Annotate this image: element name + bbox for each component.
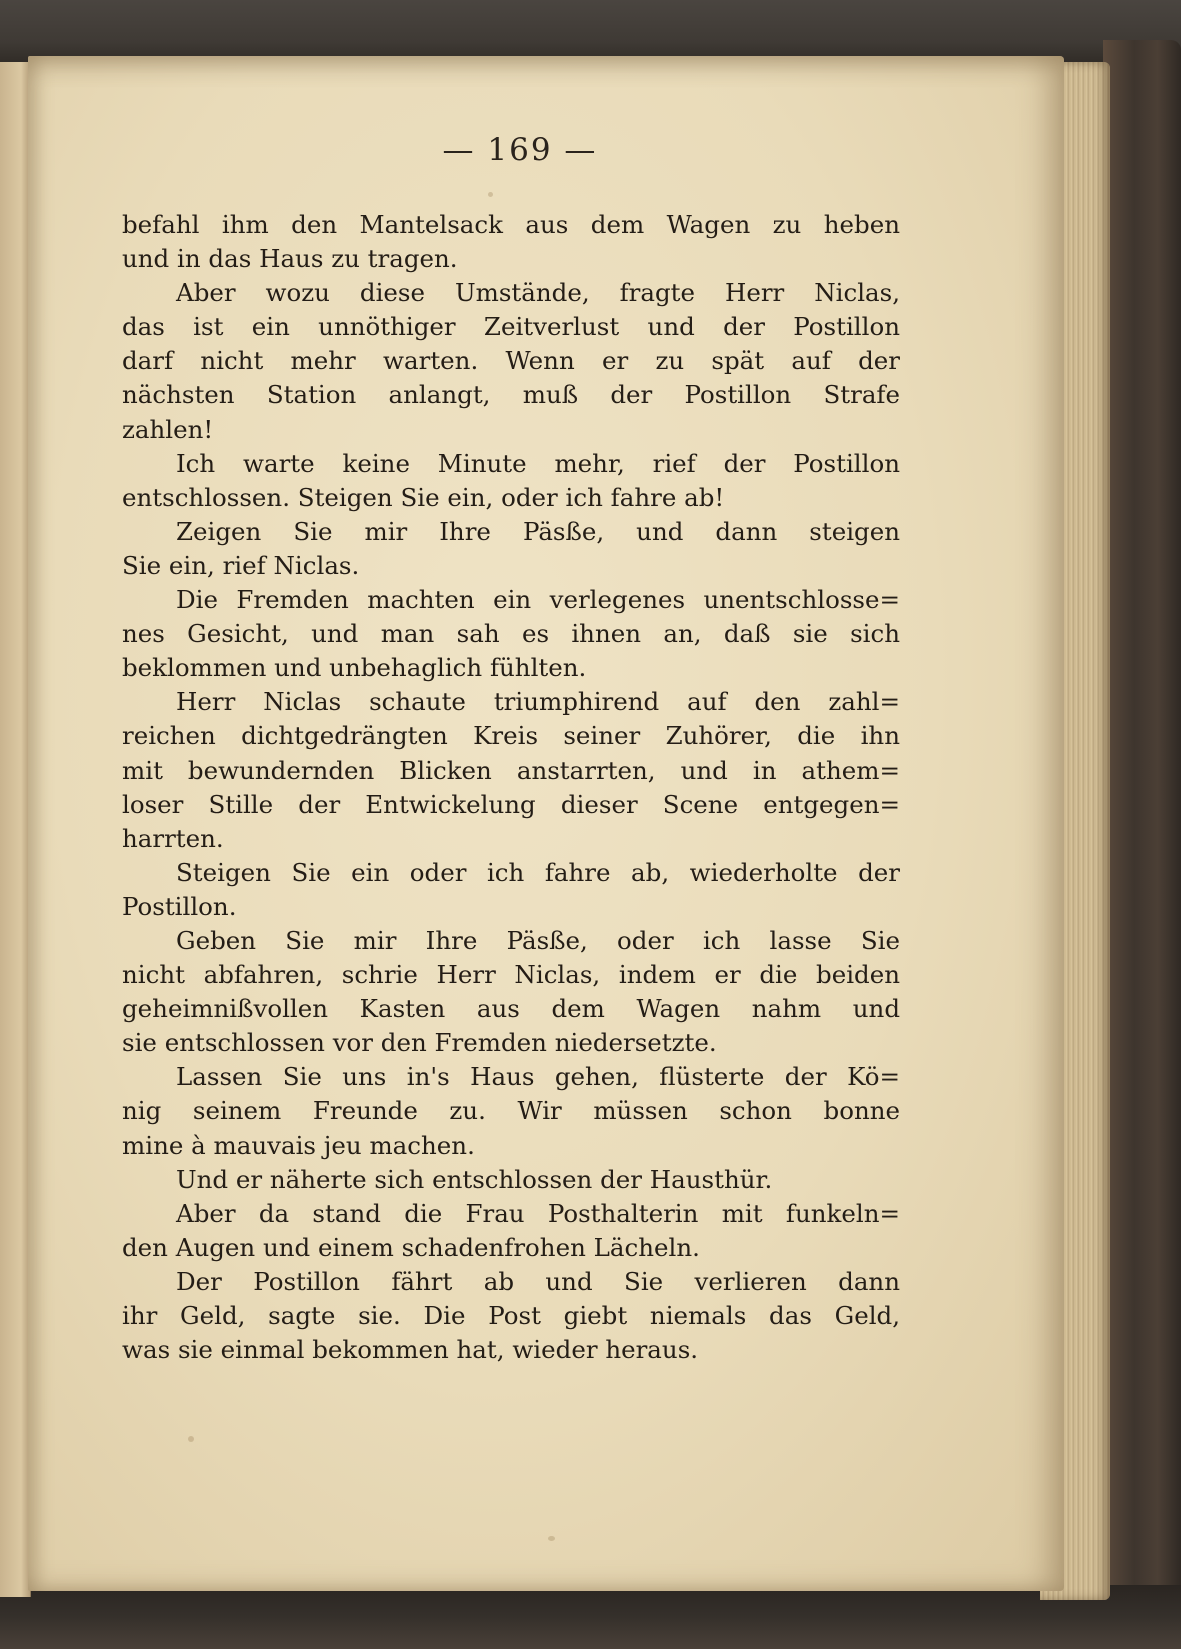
text-line: sie entschlossen vor den Fremden niedersetzte. [122,1028,717,1058]
text-line: nächsten Station anlangt, muß der Postillon Strafe [122,380,900,410]
text-line: loser Stille der Entwickelung dieser Scene entgegen= [122,789,900,819]
text-line: reichen dichtgedrängten Kreis seiner Zuhörer, die ihn [122,721,900,751]
text-line: nes Gesicht, und man sah es ihnen an, daß sie sich [122,619,900,649]
text-line: Und er näherte sich entschlossen der Hausthür. [176,1164,773,1194]
text-line: Herr Niclas schaute triumphirend auf den zahl= [176,687,900,717]
text-line: geheimnißvollen Kasten aus dem Wagen nahm und [122,994,900,1024]
text-line: befahl ihm den Mantelsack aus dem Wagen zu heben [122,210,900,239]
text-line: Aber wozu diese Umstände, fragte Herr Niclas, [176,278,900,308]
text-line: Zeigen Sie mir Ihre Päsße, und dann steigen [176,516,900,546]
text-line: mine à mauvais jeu machen. [122,1130,475,1160]
text-line: Postillon. [122,891,237,921]
text-line: Lassen Sie uns in's Haus gehen, flüsterte der Kö= [176,1062,900,1092]
text-line: zahlen! [122,414,214,444]
page-text [122,208,900,1367]
book-cover-right [1103,40,1181,1600]
text-line: Ich warte keine Minute mehr, rief der Postillon [176,448,900,478]
text-line: beklommen und unbehaglich fühlten. [122,653,587,683]
text-line: was sie einmal bekommen hat, wieder heraus. [122,1335,699,1365]
text-line: entschlossen. Steigen Sie ein, oder ich fahre ab! [122,482,725,512]
text-line: Geben Sie mir Ihre Päsße, oder ich lasse Sie [176,925,900,955]
text-line: Die Fremden machten ein verlegenes unentschlosse= [176,585,900,615]
text-line: nig seinem Freunde zu. Wir müssen schon bonne [122,1096,900,1126]
text-line: darf nicht mehr warten. Wenn er zu spät auf der [122,346,900,376]
text-line: und in das Haus zu tragen. [122,244,458,274]
text-line: Der Postillon fährt ab und Sie verlieren dann [176,1266,900,1296]
text-line: Aber da stand die Frau Posthalterin mit funkeln= [176,1198,900,1228]
text-line: den Augen und einem schadenfrohen Lächeln. [122,1232,700,1262]
book-cover-bottom [0,1585,1181,1649]
text-line: Sie ein, rief Niclas. [122,550,360,580]
text-line: nicht abfahren, schrie Herr Niclas, indem er die beiden [122,960,900,990]
paper-spot [488,192,493,197]
text-line: mit bewundernden Blicken anstarrten, und in athem= [122,755,900,785]
text-line: Steigen Sie ein oder ich fahre ab, wiederholte der [176,857,900,887]
text-line: das ist ein unnöthiger Zeitverlust und der Postillon [122,312,900,342]
left-page-edge [0,62,31,1597]
text-line: ihr Geld, sagte sie. Die Post giebt niemals das Geld, [122,1301,900,1330]
paper-spot [548,1536,555,1541]
page-number: — 169 — [442,132,598,168]
text-line: harrten. [122,823,224,853]
paper-spot [188,1436,194,1442]
